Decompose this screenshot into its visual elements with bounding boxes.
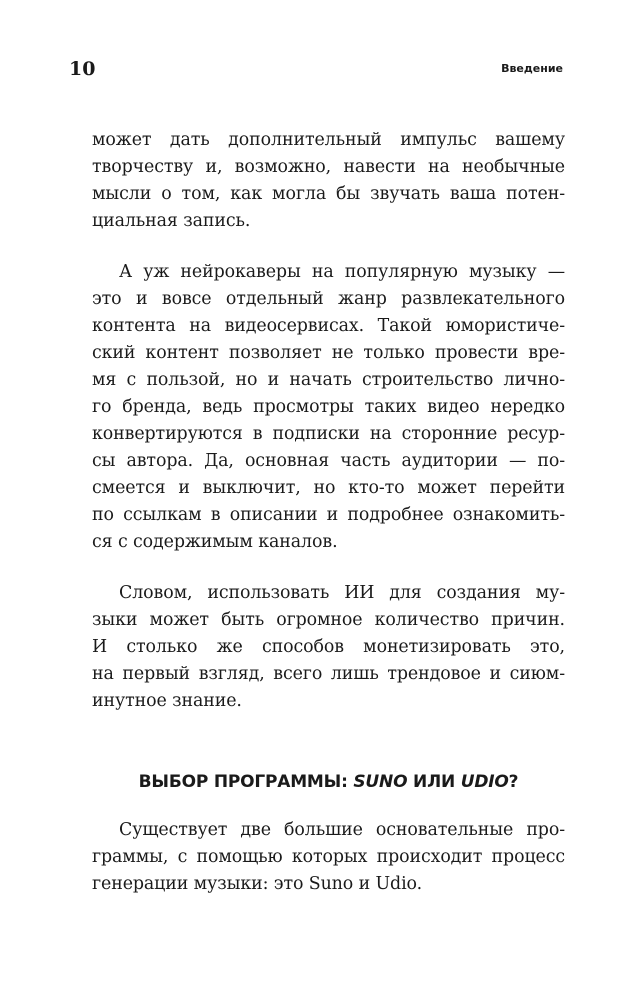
paragraph-2 [92, 259, 565, 556]
page-number: 10 [69, 58, 96, 80]
paragraph-4 [92, 817, 565, 898]
text-line: мя с пользой, но и начать строительство лично- [92, 370, 565, 390]
text-line: это и вовсе отдельный жанр развлекательного [92, 289, 565, 309]
text-line: генерации музыки: это Suno и Udio. [92, 874, 423, 894]
text-line: циальная запись. [92, 211, 251, 231]
text-line: А уж нейрокаверы на популярную музыку — [119, 262, 565, 282]
text-line: мысли о том, как могла бы звучать ваша потен- [92, 184, 565, 204]
text-line: И столько же способов монетизировать это, [92, 637, 565, 657]
text-line: инутное знание. [92, 691, 242, 711]
text-line: смеется и выключит, но кто-то может перейти [92, 478, 565, 498]
text-line: ский контент позволяет не только провести вре- [92, 343, 565, 363]
heading-text: ИЛИ [407, 772, 461, 792]
text-line: по ссылкам в описании и подробнее ознакомить- [92, 505, 565, 525]
text-line: Словом, использовать ИИ для создания му- [119, 583, 565, 603]
text-line: граммы, с помощью которых происходит процесс [92, 847, 565, 867]
text-line: конвертируются в подписки на сторонние ресур- [92, 424, 565, 444]
heading-udio: UDIO [460, 772, 509, 792]
text-line: сы автора. Да, основная часть аудитории — по- [92, 451, 565, 471]
heading-suno: SUNO [353, 772, 408, 792]
text-line: на первый взгляд, всего лишь трендовое и сиюм- [92, 664, 565, 684]
paragraph-1 [92, 127, 565, 235]
running-head: Введение [501, 62, 563, 75]
text-line: го бренда, ведь просмотры таких видео нередко [92, 397, 565, 417]
text-line: может дать дополнительный импульс вашему [92, 130, 565, 150]
heading-text: ? [508, 772, 519, 792]
text-line: Существует две большие основательные про- [119, 820, 565, 840]
text-line: ся с содержимым каналов. [92, 532, 338, 552]
heading-text: ВЫБОР ПРОГРАММЫ: [138, 772, 354, 792]
paragraph-3 [92, 580, 565, 715]
text-line: контента на видеосервисах. Такой юмористиче- [92, 316, 565, 336]
text-line: творчеству и, возможно, навести на необычные [92, 157, 565, 177]
text-line: зыки может быть огромное количество причин. [92, 610, 565, 630]
section-heading [92, 770, 565, 794]
